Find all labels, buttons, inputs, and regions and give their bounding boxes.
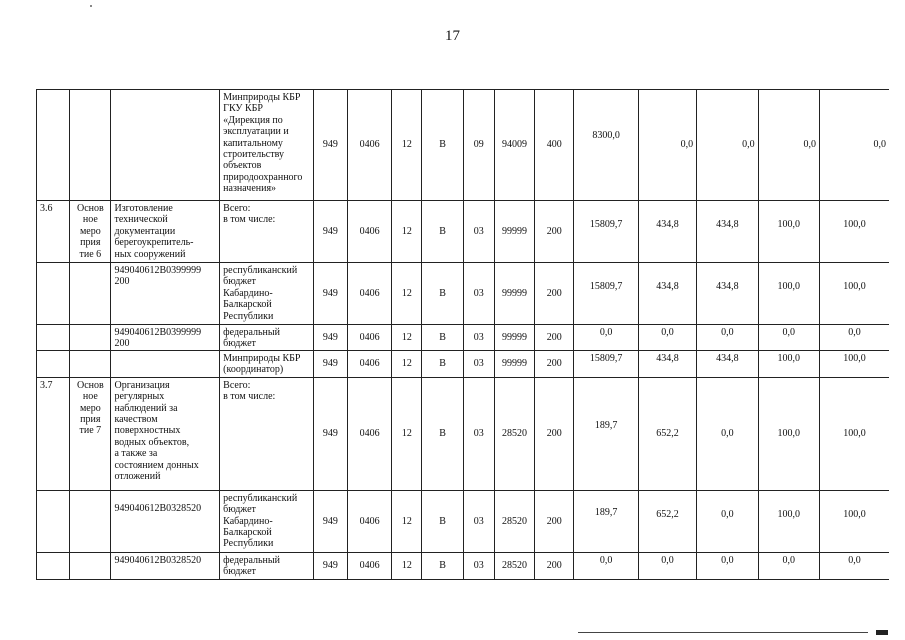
row-value-5: 0,0 bbox=[819, 90, 889, 201]
table-row bbox=[37, 552, 890, 579]
row-value-4: 100,0 bbox=[758, 201, 819, 263]
row-vr: 400 bbox=[535, 90, 574, 201]
row-value-4: 0,0 bbox=[758, 325, 819, 351]
row-rzpr: 0406 bbox=[347, 350, 391, 377]
row-cs-subprogram: В bbox=[422, 90, 463, 201]
row-name bbox=[111, 350, 220, 377]
row-cs-direction: 28520 bbox=[494, 490, 534, 552]
row-name: Организация регулярных наблюдений за качеством поверхностных водных объектов, а также за состоянием донных отложений bbox=[111, 377, 220, 490]
row-value-4: 0,0 bbox=[758, 552, 819, 579]
row-number: 3.6 bbox=[37, 201, 70, 263]
row-value-3: 434,8 bbox=[697, 201, 758, 263]
row-value-3: 0,0 bbox=[697, 325, 758, 351]
row-value-4: 100,0 bbox=[758, 263, 819, 325]
row-value-1: 15809,7 bbox=[574, 201, 638, 263]
row-value-5: 100,0 bbox=[819, 350, 889, 377]
row-cs-subprogram: В bbox=[422, 350, 463, 377]
row-vr: 200 bbox=[535, 201, 574, 263]
row-value-2: 0,0 bbox=[638, 552, 696, 579]
row-number: 3.7 bbox=[37, 377, 70, 490]
row-cs-direction: 28520 bbox=[494, 377, 534, 490]
row-cs-direction: 99999 bbox=[494, 263, 534, 325]
row-value-1: 15809,7 bbox=[574, 263, 638, 325]
row-rzpr: 0406 bbox=[347, 263, 391, 325]
row-name: 949040612В0399999 200 bbox=[111, 263, 220, 325]
row-number bbox=[37, 350, 70, 377]
row-funding-source: Всего: в том числе: bbox=[220, 377, 314, 490]
row-value-4: 100,0 bbox=[758, 377, 819, 490]
row-type bbox=[70, 90, 111, 201]
row-name: Изготовление технической документации берегоукрепитель- ных сооружений bbox=[111, 201, 220, 263]
row-grbs: 949 bbox=[313, 201, 347, 263]
row-cs-subprogram: В bbox=[422, 263, 463, 325]
row-cs-direction: 99999 bbox=[494, 325, 534, 351]
row-value-3: 0,0 bbox=[697, 90, 758, 201]
row-value-2: 652,2 bbox=[638, 377, 696, 490]
row-funding-source: Минприроды КБР (координатор) bbox=[220, 350, 314, 377]
row-value-3: 0,0 bbox=[697, 552, 758, 579]
row-cs-event: 03 bbox=[463, 201, 494, 263]
row-vr: 200 bbox=[535, 263, 574, 325]
row-cs-program: 12 bbox=[392, 263, 422, 325]
row-rzpr: 0406 bbox=[347, 325, 391, 351]
footer-rule bbox=[578, 632, 868, 633]
row-number bbox=[37, 263, 70, 325]
row-grbs: 949 bbox=[313, 90, 347, 201]
row-cs-program: 12 bbox=[392, 325, 422, 351]
row-value-2: 434,8 bbox=[638, 263, 696, 325]
row-name: 949040612В0328520 bbox=[111, 490, 220, 552]
row-value-4: 100,0 bbox=[758, 490, 819, 552]
row-value-3: 0,0 bbox=[697, 490, 758, 552]
budget-table bbox=[36, 89, 889, 580]
row-cs-program: 12 bbox=[392, 490, 422, 552]
row-rzpr: 0406 bbox=[347, 490, 391, 552]
table-row bbox=[37, 490, 890, 552]
row-cs-program: 12 bbox=[392, 350, 422, 377]
row-cs-subprogram: В bbox=[422, 377, 463, 490]
row-cs-direction: 28520 bbox=[494, 552, 534, 579]
row-grbs: 949 bbox=[313, 350, 347, 377]
row-value-2: 434,8 bbox=[638, 350, 696, 377]
row-vr: 200 bbox=[535, 350, 574, 377]
row-vr: 200 bbox=[535, 377, 574, 490]
row-number bbox=[37, 490, 70, 552]
row-funding-source: Минприроды КБР ГКУ КБР «Дирекция по эксплуатации и капитальному строительству объектов природоохранного назначения» bbox=[220, 90, 314, 201]
row-type bbox=[70, 552, 111, 579]
scan-mark bbox=[876, 630, 888, 635]
row-grbs: 949 bbox=[313, 263, 347, 325]
row-value-5: 100,0 bbox=[819, 377, 889, 490]
row-type bbox=[70, 263, 111, 325]
row-number bbox=[37, 90, 70, 201]
table-row bbox=[37, 263, 890, 325]
row-value-5: 100,0 bbox=[819, 263, 889, 325]
row-cs-program: 12 bbox=[392, 201, 422, 263]
row-cs-event: 03 bbox=[463, 490, 494, 552]
scan-speck bbox=[90, 5, 92, 7]
row-funding-source: Всего: в том числе: bbox=[220, 201, 314, 263]
row-rzpr: 0406 bbox=[347, 552, 391, 579]
table-row bbox=[37, 377, 890, 490]
row-value-3: 0,0 bbox=[697, 377, 758, 490]
row-rzpr: 0406 bbox=[347, 201, 391, 263]
row-cs-subprogram: В bbox=[422, 325, 463, 351]
row-cs-event: 03 bbox=[463, 377, 494, 490]
row-number bbox=[37, 552, 70, 579]
row-value-1: 15809,7 bbox=[574, 350, 638, 377]
row-type bbox=[70, 350, 111, 377]
table-row bbox=[37, 325, 890, 351]
table-row bbox=[37, 90, 890, 201]
row-value-2: 652,2 bbox=[638, 490, 696, 552]
row-grbs: 949 bbox=[313, 377, 347, 490]
table-row bbox=[37, 350, 890, 377]
row-name bbox=[111, 90, 220, 201]
row-value-5: 100,0 bbox=[819, 201, 889, 263]
row-cs-subprogram: В bbox=[422, 201, 463, 263]
row-value-1: 0,0 bbox=[574, 552, 638, 579]
row-grbs: 949 bbox=[313, 552, 347, 579]
row-cs-program: 12 bbox=[392, 90, 422, 201]
row-funding-source: федеральный бюджет bbox=[220, 325, 314, 351]
row-cs-direction: 94009 bbox=[494, 90, 534, 201]
row-cs-event: 03 bbox=[463, 552, 494, 579]
row-cs-direction: 99999 bbox=[494, 201, 534, 263]
row-value-1: 0,0 bbox=[574, 325, 638, 351]
row-value-3: 434,8 bbox=[697, 263, 758, 325]
row-vr: 200 bbox=[535, 325, 574, 351]
row-value-5: 0,0 bbox=[819, 552, 889, 579]
table-row bbox=[37, 201, 890, 263]
row-funding-source: республиканский бюджет Кабардино- Балкарской Республики bbox=[220, 263, 314, 325]
row-vr: 200 bbox=[535, 552, 574, 579]
row-grbs: 949 bbox=[313, 490, 347, 552]
row-type bbox=[70, 490, 111, 552]
row-value-4: 0,0 bbox=[758, 90, 819, 201]
row-value-1: 189,7 bbox=[574, 490, 638, 552]
row-cs-program: 12 bbox=[392, 552, 422, 579]
row-vr: 200 bbox=[535, 490, 574, 552]
row-cs-event: 03 bbox=[463, 350, 494, 377]
row-value-1: 189,7 bbox=[574, 377, 638, 490]
row-cs-program: 12 bbox=[392, 377, 422, 490]
row-name: 949040612В0328520 bbox=[111, 552, 220, 579]
row-cs-direction: 99999 bbox=[494, 350, 534, 377]
row-funding-source: республиканский бюджет Кабардино- Балкарской Республики bbox=[220, 490, 314, 552]
row-rzpr: 0406 bbox=[347, 377, 391, 490]
row-value-2: 434,8 bbox=[638, 201, 696, 263]
row-value-4: 100,0 bbox=[758, 350, 819, 377]
row-value-5: 100,0 bbox=[819, 490, 889, 552]
row-value-2: 0,0 bbox=[638, 325, 696, 351]
row-name: 949040612В0399999 200 bbox=[111, 325, 220, 351]
row-grbs: 949 bbox=[313, 325, 347, 351]
row-cs-event: 09 bbox=[463, 90, 494, 201]
row-cs-subprogram: В bbox=[422, 552, 463, 579]
row-funding-source: федеральный бюджет bbox=[220, 552, 314, 579]
row-value-5: 0,0 bbox=[819, 325, 889, 351]
row-type bbox=[70, 325, 111, 351]
row-value-2: 0,0 bbox=[638, 90, 696, 201]
row-cs-event: 03 bbox=[463, 325, 494, 351]
row-cs-subprogram: В bbox=[422, 490, 463, 552]
row-type: Основ ное меро прия тие 7 bbox=[70, 377, 111, 490]
row-type: Основ ное меро прия тие 6 bbox=[70, 201, 111, 263]
row-cs-event: 03 bbox=[463, 263, 494, 325]
page-number: 17 bbox=[445, 28, 460, 44]
row-number bbox=[37, 325, 70, 351]
row-value-3: 434,8 bbox=[697, 350, 758, 377]
row-rzpr: 0406 bbox=[347, 90, 391, 201]
row-value-1: 8300,0 bbox=[574, 90, 638, 201]
